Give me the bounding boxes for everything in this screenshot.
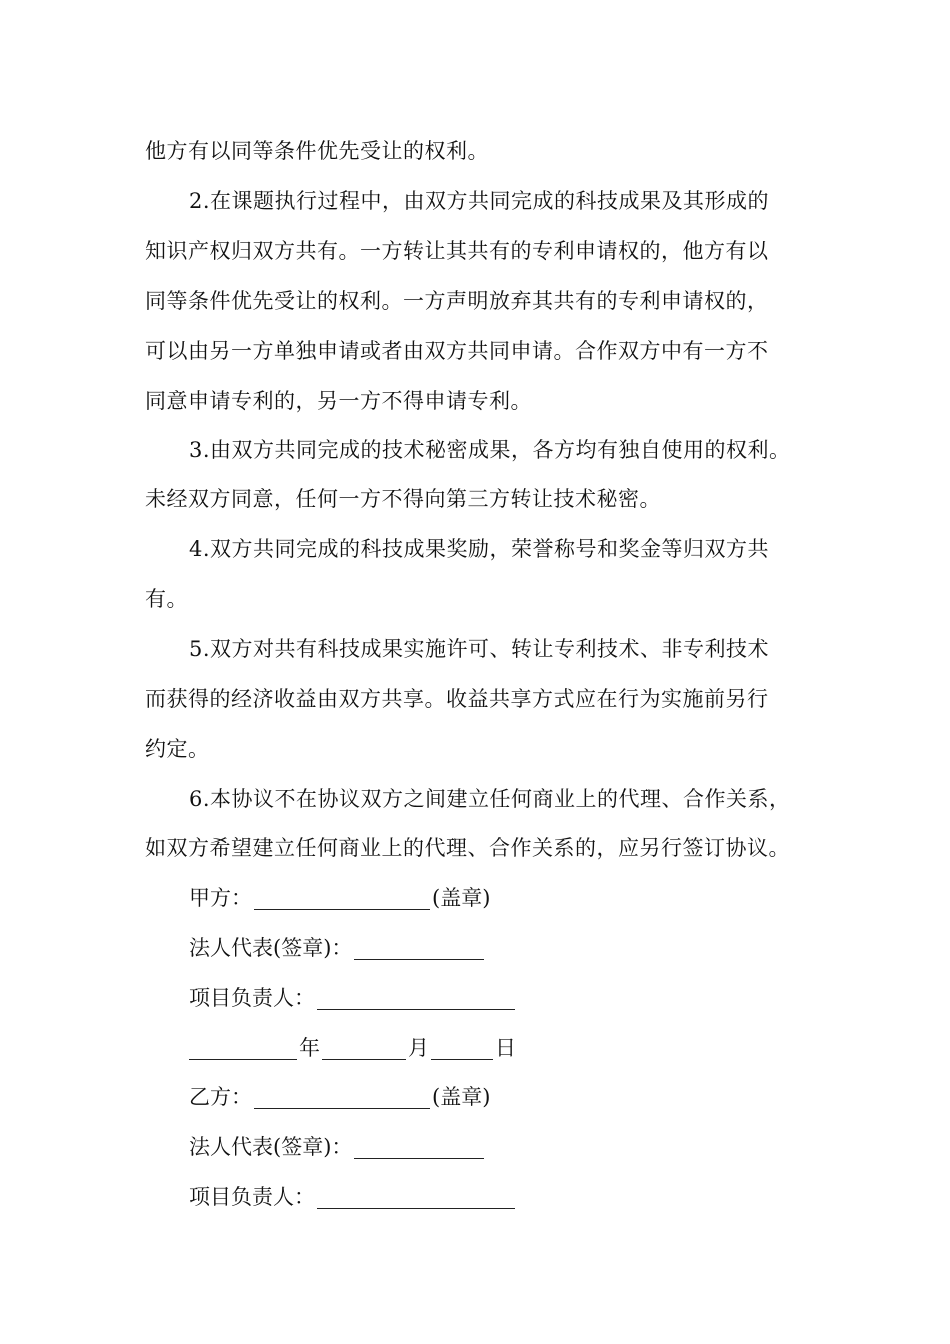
- date-row: [189, 1023, 516, 1073]
- legal-rep-row: [189, 923, 486, 973]
- clause-2-line: 知识产权归双方共有。一方转让其共有的专利申请权的，他方有以: [145, 239, 769, 263]
- month-label: 月: [408, 1036, 429, 1060]
- party-b-row: [189, 1072, 490, 1122]
- clause-4-line: 有。: [145, 587, 188, 611]
- clause-2-line: 可以由另一方单独申请或者由双方共同申请。合作双方中有一方不: [145, 339, 769, 363]
- clause-5-line: 5.双方对共有科技成果实施许可、转让专利技术、非专利技术: [189, 637, 770, 661]
- project-lead-label: 项目负责人：: [189, 986, 315, 1010]
- project-lead-row-b: [189, 1172, 517, 1222]
- clause-2-line: 同意申请专利的，另一方不得申请专利。: [145, 389, 532, 413]
- clause-3-line: 未经双方同意，任何一方不得向第三方转让技术秘密。: [145, 487, 661, 511]
- legal-rep-signature-blank-b[interactable]: [354, 1136, 484, 1159]
- clause-2-line: 2.在课题执行过程中，由双方共同完成的科技成果及其形成的: [189, 189, 770, 213]
- legal-rep-label: 法人代表(签章)：: [189, 1135, 353, 1159]
- paragraph-line: 他方有以同等条件优先受让的权利。: [145, 139, 489, 163]
- legal-rep-row-b: [189, 1122, 486, 1172]
- clause-2-line: 同等条件优先受让的权利。一方声明放弃其共有的专利申请权的，: [145, 289, 769, 313]
- clause-6-line: 6.本协议不在协议双方之间建立任何商业上的代理、合作关系，: [189, 787, 791, 811]
- legal-rep-label: 法人代表(签章)：: [189, 936, 353, 960]
- seal-label: (盖章): [432, 1085, 491, 1109]
- project-lead-row: [189, 973, 517, 1023]
- party-a-signature-blank[interactable]: [254, 887, 430, 910]
- party-b-label: 乙方：: [189, 1085, 252, 1109]
- party-b-signature-blank[interactable]: [254, 1086, 430, 1109]
- month-blank[interactable]: [322, 1037, 406, 1060]
- seal-label: (盖章): [432, 886, 491, 910]
- clause-3-line: 3.由双方共同完成的技术秘密成果，各方均有独自使用的权利。: [189, 438, 791, 462]
- party-a-label: 甲方：: [189, 886, 252, 910]
- legal-rep-signature-blank[interactable]: [354, 937, 484, 960]
- clause-4-line: 4.双方共同完成的科技成果奖励，荣誉称号和奖金等归双方共: [189, 537, 770, 561]
- clause-5-line: 约定。: [145, 737, 210, 761]
- project-lead-label: 项目负责人：: [189, 1185, 315, 1209]
- clause-5-line: 而获得的经济收益由双方共享。收益共享方式应在行为实施前另行: [145, 687, 769, 711]
- day-blank[interactable]: [431, 1037, 493, 1060]
- year-blank[interactable]: [189, 1037, 297, 1060]
- project-lead-signature-blank[interactable]: [317, 987, 515, 1010]
- day-label: 日: [495, 1036, 516, 1060]
- party-a-row: [189, 873, 490, 923]
- clause-6-line: 如双方希望建立任何商业上的代理、合作关系的，应另行签订协议。: [145, 836, 790, 860]
- year-label: 年: [299, 1036, 320, 1060]
- project-lead-signature-blank-b[interactable]: [317, 1186, 515, 1209]
